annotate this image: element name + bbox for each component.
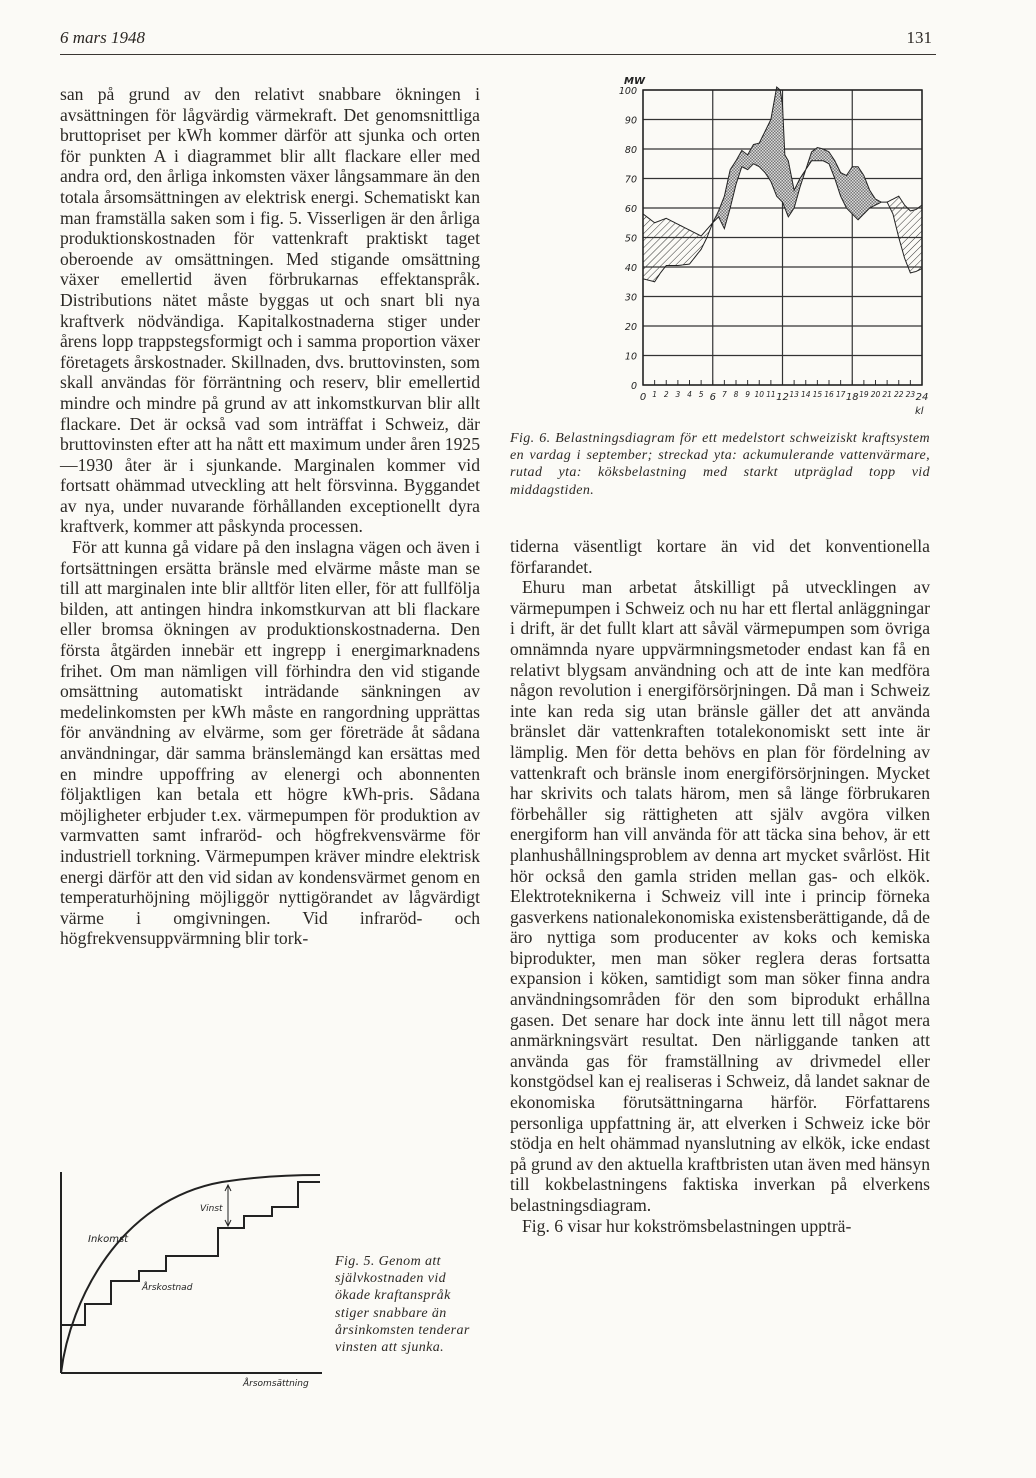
paragraph: För att kunna gå vidare på den inslagna vägen och även i fortsättningen ersätta bränsle med elvärme måste man se till att marginalen inte blir alltför liten eller, för att fullfölja bilden, att antingen hindra inkomstkurvan att bli flackare eller bromsa ökningen av produktionskostnaderna. Den första åtgärden innebär ett ingrepp i energimarknadens frihet. Om man nämligen vill förhindra den vid stigande omsättning automatiskt inträdande sänkningen av medelinkomsten per kWh måste en rangordning upprättas för användning av elvärme, som ger företräde åt sådana användningar, där samma bränslemängd kan ersättas med en mindre uppoffring av elenergi och abonnenten följaktligen kan betala ett högre kWh-pris. Sådana möjligheter erbjuder t.ex. värmepumpen för produktion av varmvatten samt infraröd- och högfrekvensvärme för industriell torkning. Värmepumpen kräver mindre elektrisk energi därför att den vid sidan av kondensvärmet genom en temperaturhöjning möjliggör nyttigörandet av lågvärdigt värme i omgivningen. Vid infraröd- och högfrekvensuppvärmning blir tork-	[60, 537, 480, 949]
x-tick-label: 2	[663, 390, 669, 399]
x-axis-unit: kl	[915, 406, 924, 417]
x-tick-label: 16	[824, 390, 834, 399]
x-tick-label: 24	[915, 392, 929, 403]
x-tick-label: 17	[835, 390, 846, 399]
y-tick-label: 80	[624, 145, 637, 156]
cost-label: Årskostnad	[142, 1283, 193, 1293]
annual-cost-staircase	[61, 1182, 320, 1325]
paragraph: tiderna väsentligt kortare än vid det konventionella förfarandet.	[510, 536, 930, 577]
x-tick-label: 18	[845, 392, 859, 403]
y-tick-label: 10	[624, 351, 637, 363]
y-tick-label: 40	[624, 263, 637, 274]
x-tick-label: 12	[776, 392, 789, 403]
running-header	[60, 18, 936, 55]
x-tick-label: 13	[789, 390, 799, 399]
y-tick-label: 90	[624, 115, 637, 127]
x-tick-label: 14	[800, 390, 811, 399]
x-tick-label: 10	[754, 390, 765, 399]
paragraph: san på grund av den relativt snabbare ökningen i avsättningen för lågvärdig värmekraft. Det genomsnittliga bruttopriset per kWh kommer därför att sjunka och orten för punkten A i diagrammet blir allt flackare eller med andra ord, den årliga inkomsten växer långsammare än den totala årsomsättningen av elektrisk energi. Schematiskt kan man framställa saken som i fig. 5. Visserligen är den årliga produktionskostnaden för vattenkraft praktiskt taget oberoende av omsättningen. Med stigande omsättning växer emellertid även förbrukarnas effektanspråk. Distributions nätet måste byggas ut och snart bli nya kraftverk nödvändiga. Kapitalkostnaderna stiger under årens lopp trappstegsformigt och i samma proportion växer företagets årskostnader. Skillnaden, dvs. bruttovinsten, som skall användas för förräntning och reserv, blir emellertid mindre och mindre på grund av att inkomstkurvan blir allt flackare. Det är också vad som inträffat i Schweiz, där bruttovinsten efter att ha nått ett maximum under åren 1925—1930 åter är i sjunkande. Marginalen kommer vid fortsatt ohämmad utveckling att helt försvinna. Byggandet av nya, under nuvarande förhållanden exceptionellt dyra kraftverk, kommer att påskynda processen.	[60, 84, 480, 537]
x-axis-label: Årsomsättning	[243, 1379, 309, 1389]
y-tick-label: 50	[624, 233, 637, 245]
x-tick-label: 20	[870, 390, 881, 399]
x-tick-label: 6	[709, 392, 716, 403]
y-axis-unit: MW	[624, 76, 645, 87]
figure-5-schematic	[40, 1160, 340, 1400]
y-tick-label: 20	[624, 322, 637, 333]
paragraph: Ehuru man arbetat åtskilligt på utvecklingen av värmepumpen i Schweiz och nu har ett flertal anläggningar i drift, är det fullt klart att såväl värmepumpen som övriga omnämnda nyare uppvärmningsmetoder endast kan få en relativt blygsam användning och att de inte kan medföra någon revolution i energiförsörjningen. Då man i Schweiz inte kan reda sig utan bränsle gäller det att använda bränslet där vattenkraften totalekonomiskt sett inte är lämplig. Men för detta behövs en plan för fördelning av vattenkraft och bränsle inom energiförsörjningen. Mycket har skrivits och talats härom, men så länge förbrukaren förbehåller sig rättigheten att själv avgöra vilken energiform han vill använda för att täcka sina behov, är ett planhushållningsproblem av denna art mycket svårlöst. Hit hör också den gamla striden mellan gas- och elkök. Elektroteknikerna i Schweiz vill inte i princip förneka gasverkens nationalekonomiska existensberättigande, då de äro nyttiga som producenter av koks och kemiska biprodukter, men man söker reglera deras fortsatta expansion i köken, samtidigt som man söker finna andra användningsområden för den som biprodukt erhållna gasen. Det senare har dock inte ännu lett till något mera anmärkningsvärt resultat. Den närliggande tanken att använda gas för framställning av drivmedel eller konstgödsel kan ej realiseras i Schweiz, då landet saknar de ekonomiska förutsättningarna härför. Författarens personliga uppfattning är, att elverken i Schweiz icke bör stödja en helt ohämmad nyanslutning av elkök, icke endast på grund av den aktuella kraftbristen utan även med hänsyn till kokbelastningens faktiska inverkan på elverkens belastningsdiagram.	[510, 577, 930, 1215]
x-tick-label: 0	[639, 392, 647, 403]
y-tick-label: 70	[624, 174, 637, 186]
income-curve	[61, 1175, 320, 1373]
x-tick-label: 19	[859, 390, 869, 399]
x-tick-label: 22	[893, 390, 904, 399]
x-tick-label: 15	[812, 390, 823, 399]
figure-6-load-diagram	[590, 70, 940, 420]
x-tick-label: 11	[766, 390, 776, 399]
y-tick-label: 60	[624, 204, 637, 215]
x-tick-label: 9	[745, 390, 751, 399]
paragraph: Fig. 6 visar hur kokströmsbelastningen uppträ-	[522, 1215, 852, 1236]
right-column	[510, 536, 930, 1236]
x-tick-label: 23	[905, 390, 916, 399]
income-label: Inkomst	[88, 1234, 129, 1245]
figure-5-caption: Fig. 5. Genom att självkostnaden vid ökade kraftanspråk stiger snabbare än årsinkomsten tenderar vinsten att sjunka.	[335, 1254, 470, 1356]
y-tick-label: 0	[630, 381, 637, 392]
x-tick-label: 7	[721, 390, 727, 399]
y-tick-label: 100	[618, 86, 637, 97]
issue-date: 6 mars 1948	[60, 28, 146, 47]
x-tick-label: 21	[882, 390, 892, 399]
x-tick-label: 3	[675, 390, 681, 399]
profit-label: Vinst	[200, 1204, 223, 1214]
x-tick-label: 8	[733, 390, 739, 399]
figure-6-caption: Fig. 6. Belastningsdiagram för ett medelstort schweiziskt kraftsystem en vardag i september; streckad yta: ackumulerande vattenvärmare, rutad yta: köksbelastning med starkt utpräglad topp vid middagstiden.	[510, 431, 930, 498]
x-tick-label: 1	[652, 390, 658, 399]
x-tick-label: 5	[698, 390, 704, 399]
y-tick-label: 30	[624, 292, 637, 304]
page-number: 131	[906, 28, 932, 47]
x-tick-label: 4	[687, 390, 692, 399]
left-column	[60, 84, 480, 949]
